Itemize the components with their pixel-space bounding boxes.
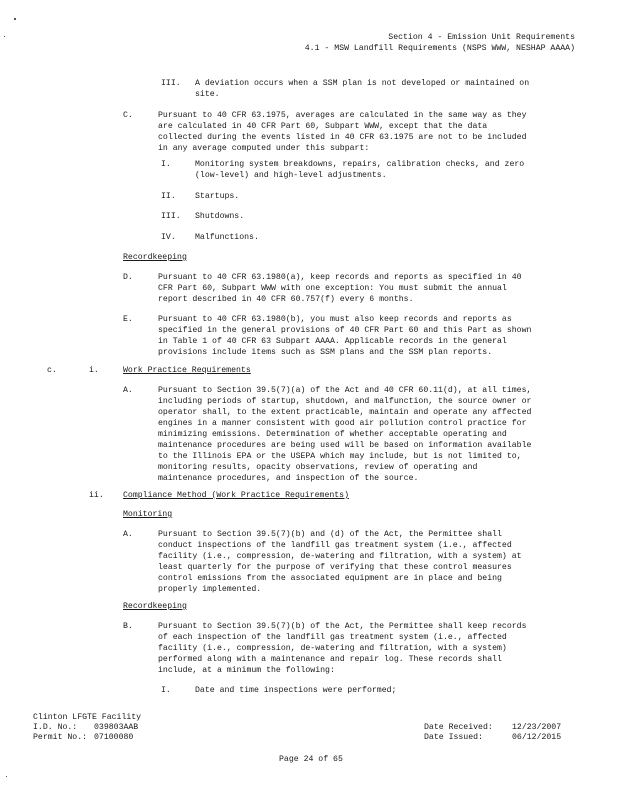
body-text: Pursuant to Section 39.5(7)(a) of the Act and 40 CFR 60.11(d), at all times,: [158, 386, 532, 395]
footer-id-value: 039803AAB: [94, 723, 139, 732]
body-text: Pursuant to Section 39.5(7)(b) of the Act, the Permittee shall keep records: [158, 622, 527, 631]
body-text: Pursuant to 40 CFR 63.1980(b), you must also keep records and reports as: [158, 315, 512, 324]
recordkeeping-heading: Recordkeeping: [123, 253, 187, 262]
body-text: properly implemented.: [158, 585, 262, 594]
paragraph-letter: E.: [123, 315, 133, 324]
body-text: are calculated in 40 CFR Part 60, Subpart WWW, except that the data: [158, 122, 488, 131]
footer-permit-value: 07100080: [94, 733, 134, 742]
item-number: I.: [161, 686, 171, 695]
item-number: II.: [161, 192, 176, 201]
compliance-heading: Compliance Method (Work Practice Requirements): [123, 491, 350, 500]
body-text: (low-level) and high-level adjustments.: [195, 171, 387, 180]
header-section-title: Section 4 - Emission Unit Requirements: [388, 33, 575, 42]
page-number: Page 24 of 65: [279, 755, 343, 764]
body-text: facility (i.e., compression, de-watering and filtration, with a system): [158, 644, 507, 653]
body-text: conduct inspections of the landfill gas treatment system (i.e., affected: [158, 541, 512, 550]
section-number: i.: [89, 366, 99, 375]
item-number: III.: [161, 212, 181, 221]
body-text: collected during the events listed in 40 CFR 63.1975 are not to be included: [158, 133, 527, 142]
body-text: Shutdowns.: [195, 212, 245, 221]
scan-speck: [14, 18, 16, 20]
footer-date-issued-value: 06/12/2015: [512, 733, 562, 742]
body-text: in Table 1 of 40 CFR 63 Subpart AAAA. Applicable records in the general: [158, 337, 507, 346]
paragraph-letter: B.: [123, 622, 133, 631]
body-text: report described in 40 CFR 60.757(f) every 6 months.: [158, 295, 414, 304]
body-text: engines in a manner consistent with good air pollution control practice for: [158, 419, 527, 428]
body-text: Monitoring system breakdowns, repairs, calibration checks, and zero: [195, 160, 525, 169]
body-text: of each inspection of the landfill gas treatment system (i.e., affected: [158, 633, 507, 642]
header-subsection-title: 4.1 - MSW Landfill Requirements (NSPS WWW, NESHAP AAAA): [304, 44, 575, 53]
body-text: in any average computed under this subpart:: [158, 144, 370, 153]
body-text: include, at a minimum the following:: [158, 666, 335, 675]
body-text: provisions include items such as SSM plans and the SSM plan reports.: [158, 348, 493, 357]
body-text: site.: [195, 90, 220, 99]
body-text: least quarterly for the purpose of verifying that these control measures: [158, 563, 512, 572]
item-number: III.: [161, 79, 181, 88]
footer-date-received-label: Date Received:: [424, 723, 493, 732]
paragraph-letter: A.: [123, 530, 133, 539]
monitoring-heading: Monitoring: [123, 510, 173, 519]
body-text: including periods of startup, shutdown, and malfunction, the source owner or: [158, 397, 532, 406]
body-text: to the Illinois EPA or the USEPA which may include, but is not limited to,: [158, 452, 522, 461]
item-number: I.: [161, 160, 171, 169]
paragraph-letter: A.: [123, 386, 133, 395]
body-text: minimizing emissions. Determination of whether acceptable operating and: [158, 430, 507, 439]
body-text: Startups.: [195, 192, 240, 201]
body-text: monitoring results, opacity observations, review of operating and: [158, 463, 478, 472]
body-text: maintenance procedures, and inspection of the source.: [158, 474, 419, 483]
paragraph-letter: C.: [123, 111, 133, 120]
body-text: control emissions from the associated equipment are in place and being: [158, 574, 502, 583]
section-number: ii.: [89, 491, 104, 500]
footer-permit-label: Permit No.:: [33, 733, 88, 742]
body-text: performed along with a maintenance and repair log. These records shall: [158, 655, 502, 664]
work-practice-heading: Work Practice Requirements: [123, 366, 251, 375]
scan-speck: [4, 36, 5, 37]
body-text: maintenance procedures are being used will be based on information available: [158, 441, 532, 450]
item-number: IV.: [161, 233, 176, 242]
body-text: Pursuant to 40 CFR 63.1975, averages are calculated in the same way as they: [158, 111, 527, 120]
body-text: facility (i.e., compression, de-watering and filtration, with a system) at: [158, 552, 522, 561]
section-letter: c.: [47, 366, 57, 375]
paragraph-letter: D.: [123, 273, 133, 282]
body-text: operator shall, to the extent practicable, maintain and operate any affected: [158, 408, 532, 417]
body-text: Date and time inspections were performed;: [195, 686, 397, 695]
footer-facility-name: Clinton LFGTE Facility: [33, 713, 142, 722]
footer-date-received-value: 12/23/2007: [512, 723, 562, 732]
body-text: CFR Part 60, Subpart WWW with one exception: You must submit the annual: [158, 284, 507, 293]
footer-id-label: I.D. No.:: [33, 723, 78, 732]
body-text: specified in the general provisions of 40 CFR Part 60 and this Part as shown: [158, 326, 532, 335]
footer-date-issued-label: Date Issued:: [424, 733, 483, 742]
body-text: A deviation occurs when a SSM plan is not developed or maintained on: [195, 79, 530, 88]
recordkeeping-heading: Recordkeeping: [123, 602, 187, 611]
body-text: Pursuant to Section 39.5(7)(b) and (d) of the Act, the Permittee shall: [158, 530, 502, 539]
body-text: Pursuant to 40 CFR 63.1980(a), keep records and reports as specified in 40: [158, 273, 522, 282]
body-text: Malfunctions.: [195, 233, 259, 242]
scan-speck: [6, 776, 7, 777]
